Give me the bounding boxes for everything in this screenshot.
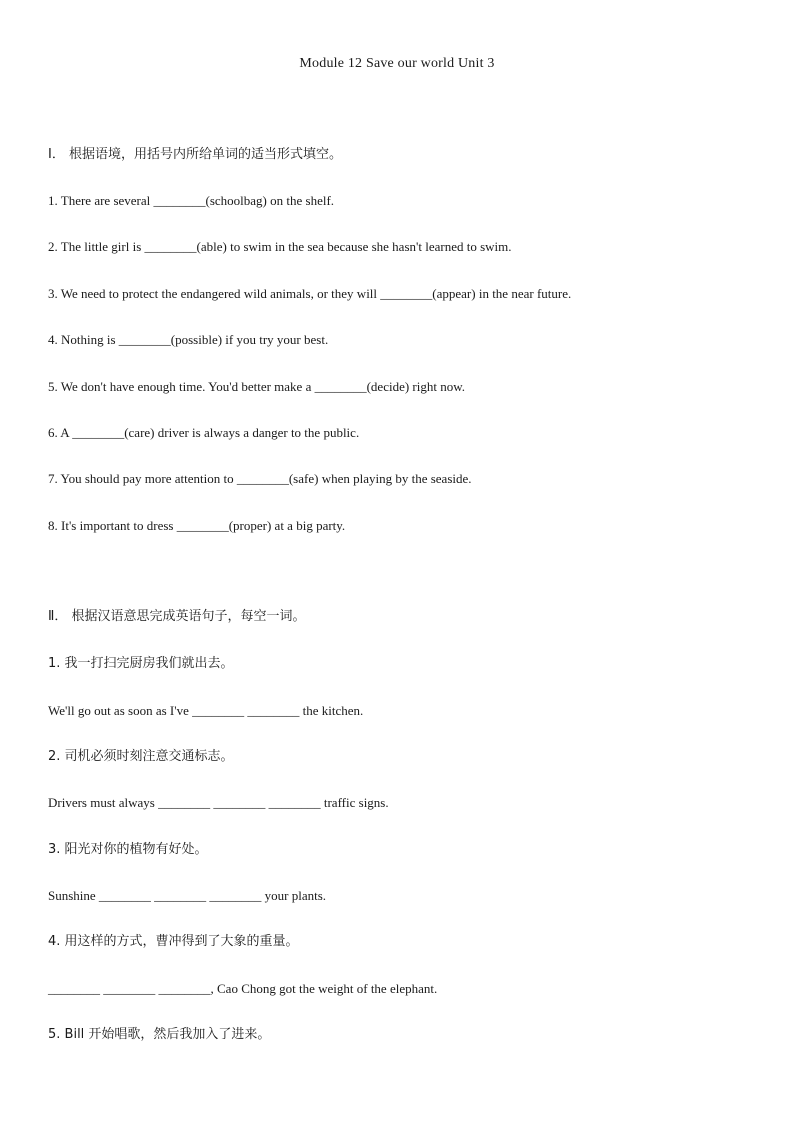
section1-item-7: 7. You should pay more attention to ________(safe) when playing by the seaside.: [48, 471, 472, 486]
section1-item-5: 5. We don't have enough time. You'd better make a ________(decide) right now.: [48, 379, 466, 394]
section2-item-3-english: Sunshine ________ ________ ________ your plants.: [48, 888, 327, 903]
section1-item-6: 6. A ________(care) driver is always a danger to the public.: [48, 425, 360, 440]
section1-item-4: 4. Nothing is ________(possible) if you try your best.: [48, 332, 329, 347]
section2-item-3-chinese: 3. 阳光对你的植物有好处。: [48, 842, 208, 857]
section2-item-4-english: ________ ________ ________, Cao Chong got the weight of the elephant.: [48, 981, 438, 996]
section1-heading: Ⅰ． 根据语境，用括号内所给单词的适当形式填空。: [48, 147, 342, 162]
section1-item-1: 1. There are several ________(schoolbag) on the shelf.: [48, 193, 335, 208]
section2-item-5-chinese: 5. Bill 开始唱歌，然后我加入了进来。: [48, 1027, 271, 1042]
section2-item-4-chinese: 4. 用这样的方式，曹冲得到了大象的重量。: [48, 934, 299, 949]
section2-item-1-chinese: 1. 我一打扫完厨房我们就出去。: [48, 656, 234, 671]
section1-item-3: 3. We need to protect the endangered wild animals, or they will ________(appear) in the near future.: [48, 286, 572, 301]
section2-heading: Ⅱ． 根据汉语意思完成英语句子，每空一词。: [48, 609, 306, 624]
section2-item-2-english: Drivers must always ________ ________ ________ traffic signs.: [48, 795, 389, 810]
section2-item-1-english: We'll go out as soon as I've ________ ________ the kitchen.: [48, 703, 364, 718]
section1-item-8: 8. It's important to dress ________(proper) at a big party.: [48, 518, 346, 533]
section1-item-2: 2. The little girl is ________(able) to swim in the sea because she hasn't learned to swim.: [48, 239, 512, 254]
section2-item-2-chinese: 2. 司机必须时刻注意交通标志。: [48, 749, 234, 764]
page-title: Module 12 Save our world Unit 3: [299, 56, 495, 71]
